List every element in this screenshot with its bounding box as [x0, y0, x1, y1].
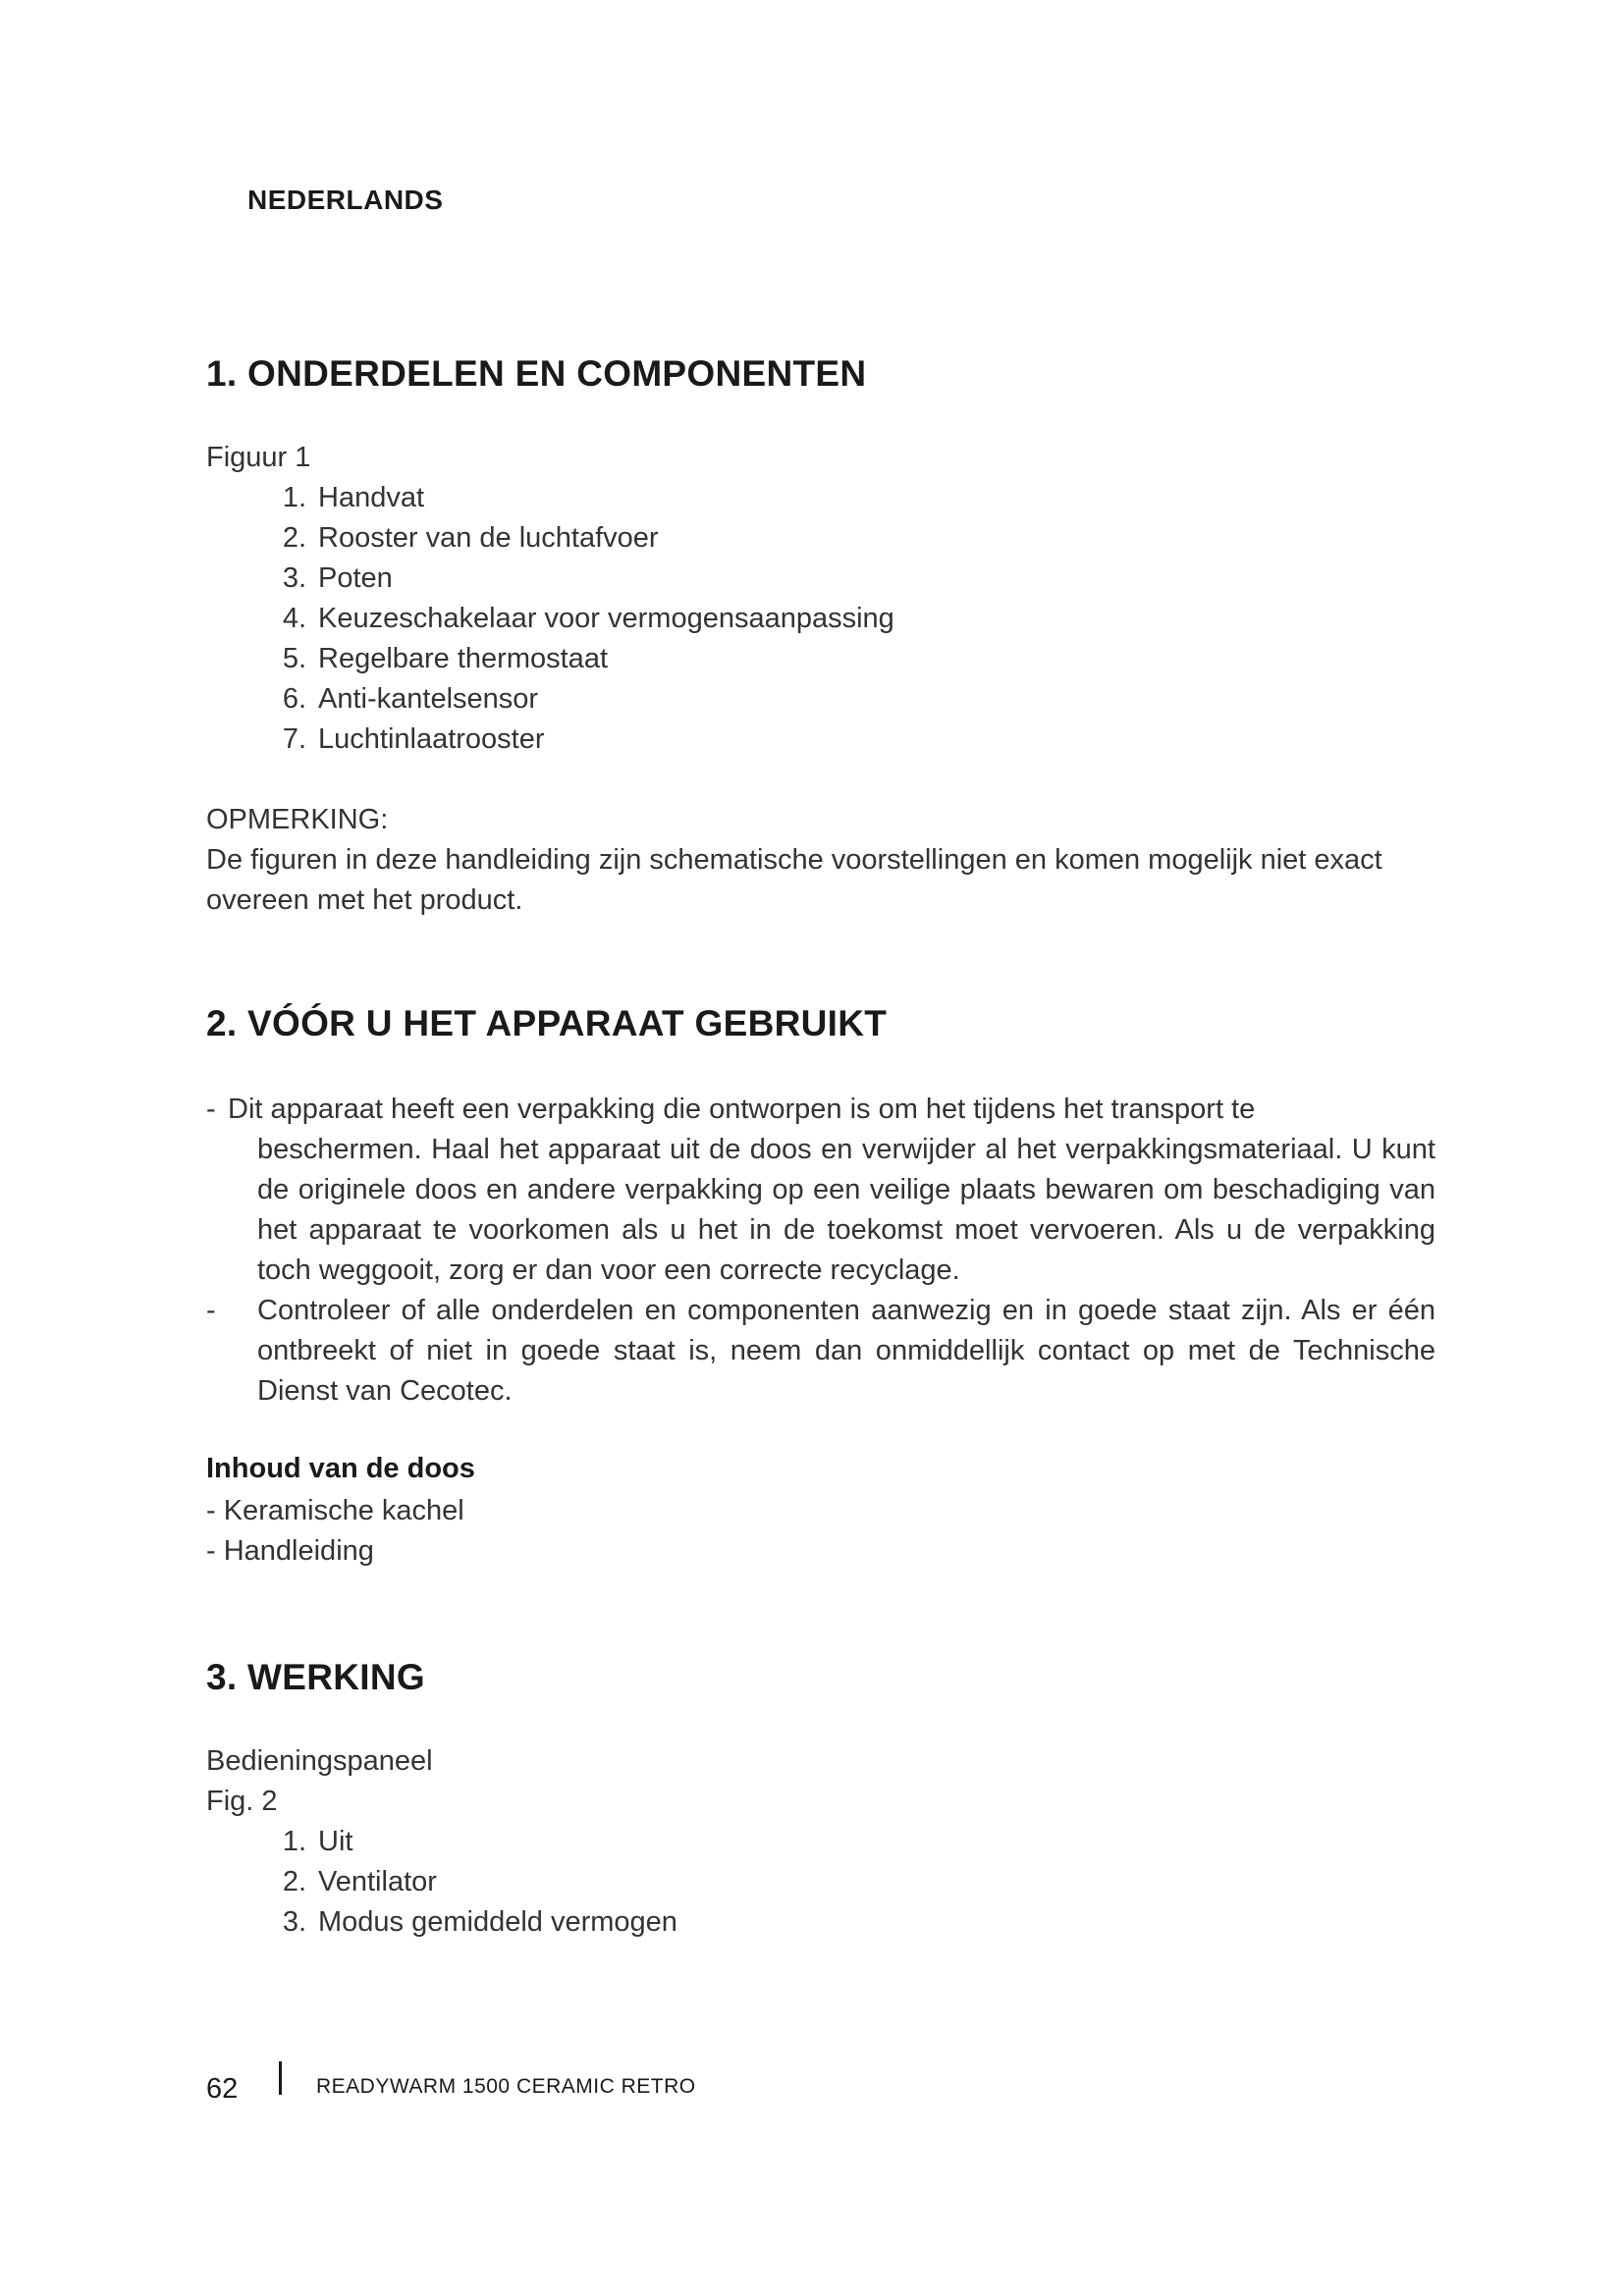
section-1-heading: 1. ONDERDELEN EN COMPONENTEN	[206, 353, 867, 394]
figure-1-label: Figuur 1	[206, 442, 311, 473]
bullet-1-rest: beschermen. Haal het apparaat uit de doos en verwijder al het verpakkingsmateriaal. U kunt de originele doos en andere verpakking op een veilige plaats bewaren om beschadiging van het apparaat te voorkomen als u het in de toekomst moet vervoeren. Als u de verpakking toch weggooit, zorg er dan voor een correcte recyclage.	[257, 1134, 1435, 1286]
list-item: 2. Rooster van de luchtafvoer	[282, 522, 659, 554]
list-item: 5. Regelbare thermostaat	[282, 643, 608, 674]
language-label: NEDERLANDS	[247, 185, 444, 215]
list-item: - Keramische kachel	[206, 1495, 464, 1526]
section-3-heading: 3. WERKING	[206, 1657, 425, 1697]
list-item: 1. Uit	[282, 1826, 353, 1857]
box-contents-title: Inhoud van de doos	[206, 1453, 475, 1484]
footer-product-name: READYWARM 1500 CERAMIC RETRO	[316, 2075, 696, 2098]
bullet-1-first-line: Dit apparaat heeft een verpakking die ontworpen is om het tijdens het transport te	[228, 1094, 1256, 1125]
list-item: 1. Handvat	[282, 482, 425, 513]
section-2-heading: 2. VÓÓR U HET APPARAAT GEBRUIKT	[206, 1003, 888, 1043]
figure-2-label: Fig. 2	[206, 1786, 278, 1817]
footer-divider	[279, 2061, 282, 2095]
note-text: De figuren in deze handleiding zijn schematische voorstellingen en komen mogelijk niet exact overeen met het product.	[206, 844, 1382, 916]
control-panel-label: Bedieningspaneel	[206, 1745, 433, 1777]
parts-list	[271, 478, 894, 760]
bullet-2-text: Controleer of alle onderdelen en componenten aanwezig en in goede staat zijn. Als er één ontbreekt of niet in goede staat is, neem dan onmiddellijk contact op met de Technische Dienst van Cecotec.	[257, 1295, 1435, 1407]
bullet-dash: -	[206, 1295, 216, 1326]
list-item: - Handleiding	[206, 1535, 374, 1567]
control-list	[271, 1822, 677, 1943]
bullet-dash: -	[206, 1094, 216, 1125]
instruction-bullet-1	[206, 1090, 1435, 1291]
instruction-bullet-2	[206, 1291, 1435, 1412]
page-number: 62	[206, 2073, 239, 2105]
list-item: 3. Poten	[282, 562, 393, 594]
note-title: OPMERKING:	[206, 804, 389, 835]
list-item: 7. Luchtinlaatrooster	[282, 723, 545, 755]
list-item: 6. Anti-kantelsensor	[282, 683, 539, 715]
list-item: 3. Modus gemiddeld vermogen	[282, 1906, 677, 1938]
list-item: 2. Ventilator	[282, 1866, 437, 1897]
box-contents-list	[206, 1491, 464, 1572]
list-item: 4. Keuzeschakelaar voor vermogensaanpassing	[282, 603, 894, 634]
